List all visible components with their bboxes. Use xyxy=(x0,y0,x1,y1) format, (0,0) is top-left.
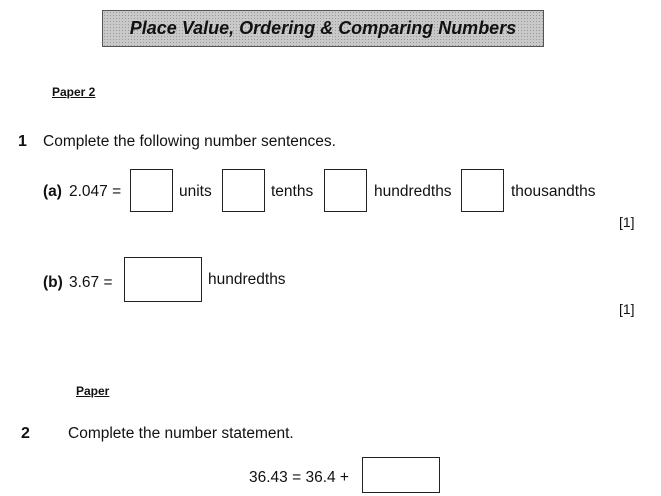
unit-label-part-b: hundredths xyxy=(208,271,286,288)
title-banner xyxy=(102,10,544,47)
answer-box-tenths[interactable] xyxy=(222,169,265,212)
unit-label-thousandths: thousandths xyxy=(511,183,596,200)
marks-part-a: [1] xyxy=(619,214,635,230)
answer-box-units[interactable] xyxy=(130,169,173,212)
paper-label-2: Paper xyxy=(76,384,110,398)
answer-box-hundredths[interactable] xyxy=(324,169,367,212)
answer-box-statement[interactable] xyxy=(362,457,440,493)
paper-label: Paper 2 xyxy=(52,85,96,99)
question-number-2: 2 xyxy=(21,425,30,442)
answer-box-part-b[interactable] xyxy=(124,257,202,302)
marks-part-b: [1] xyxy=(619,301,635,317)
answer-box-thousandths[interactable] xyxy=(461,169,504,212)
part-a-label: (a) xyxy=(43,183,62,200)
unit-label-hundredths: hundredths xyxy=(374,183,452,200)
question-instruction-2: Complete the number statement. xyxy=(68,425,294,442)
part-a-expression: 2.047 = xyxy=(69,183,122,200)
page-title: Place Value, Ordering & Comparing Numbers xyxy=(129,18,517,38)
question-number: 1 xyxy=(18,133,27,150)
unit-label-units: units xyxy=(179,183,212,200)
number-statement: 36.43 = 36.4 + xyxy=(249,469,349,486)
question-instruction: Complete the following number sentences. xyxy=(43,133,336,150)
unit-label-tenths: tenths xyxy=(271,183,314,200)
part-b-expression: 3.67 = xyxy=(69,274,113,291)
part-b-label: (b) xyxy=(43,274,63,291)
